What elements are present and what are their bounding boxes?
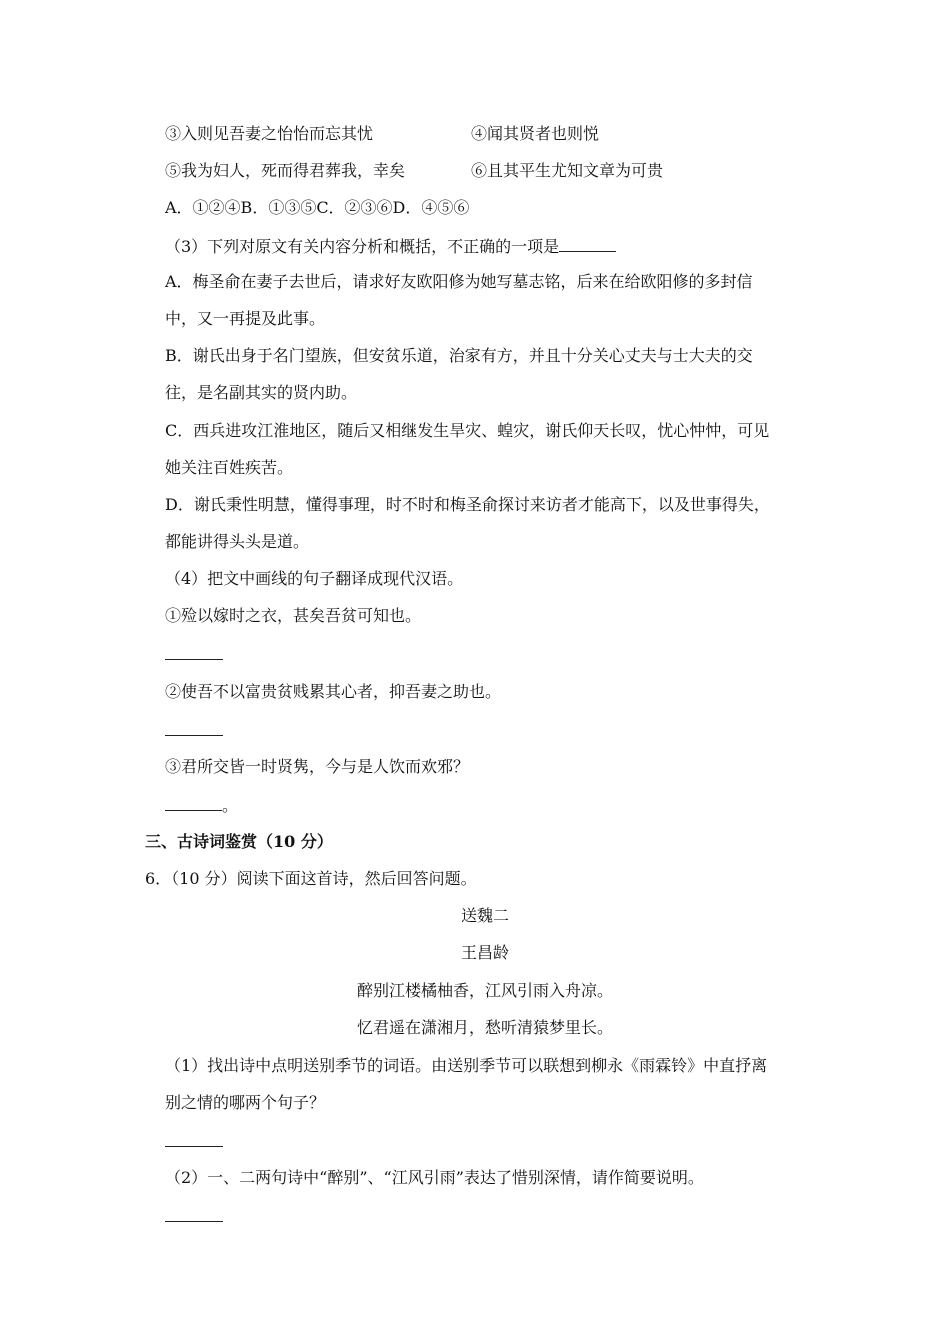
option-6: ⑥且其平生尤知文章为可贵 <box>471 161 664 180</box>
choice-b-line1: B．谢氏出身于名门望族，但安贫乐道，治家有方，并且十分关心丈夫与士大夫的交 <box>165 346 753 365</box>
choice-c-line2: 她关注百姓疾苦。 <box>165 458 294 477</box>
choice-a-line2: 中，又一再提及此事。 <box>165 309 326 328</box>
choice-d-line1: D．谢氏秉性明慧，懂得事理，时不时和梅圣俞探讨来访者才能高下，以及世事得失， <box>165 495 770 514</box>
sentence-2: ②使吾不以富贵贫贱累其心者，抑吾妻之助也。 <box>165 682 502 701</box>
question-3-prompt-text: （3）下列对原文有关内容分析和概括，不正确的一项是 <box>165 237 560 256</box>
choice-b-line2: 往，是名副其实的贤内助。 <box>165 383 358 402</box>
answer-blank <box>559 235 616 252</box>
answer-blank <box>165 735 223 736</box>
question-6-1-line1: （1）找出诗中点明送别季节的词语。由送别季节可以联想到柳永《雨霖铃》中直抒离 <box>165 1056 768 1075</box>
poem-line-2: 忆君遥在潇湘月，愁听清猿梦里长。 <box>356 1018 613 1037</box>
poem-title: 送魏二 <box>460 906 509 925</box>
poem-author: 王昌龄 <box>460 943 509 962</box>
answer-line-end <box>165 794 238 816</box>
choice-a-line1: A．梅圣俞在妻子去世后，请求好友欧阳修为她写墓志铭，后来在给欧阳修的多封信 <box>165 272 753 291</box>
question-3-prompt <box>165 235 616 257</box>
question-6-2: （2）一、二两句诗中“醉别”、“江风引雨”表达了惜别深情，请作简要说明。 <box>165 1168 704 1187</box>
question-6-1-line2: 别之情的哪两个句子？ <box>165 1093 326 1112</box>
option-5: ⑤我为妇人，死而得君葬我，幸矣 <box>165 161 406 180</box>
sentence-3: ③君所交皆一时贤隽，今与是人饮而欢邪？ <box>165 757 470 776</box>
end-punctuation: 。 <box>222 796 239 815</box>
answer-blank <box>165 659 223 660</box>
answer-blank <box>165 794 222 811</box>
sentence-1: ①殓以嫁时之衣，甚矣吾贫可知也。 <box>165 606 422 625</box>
answer-choices: A．①②④B．①③⑤C．②③⑥D．④⑤⑥ <box>165 198 470 217</box>
poem-line-1: 醉别江楼橘柚香，江风引雨入舟凉。 <box>356 981 613 1000</box>
choice-c-line1: C．西兵进攻江淮地区，随后又相继发生旱灾、蝗灾，谢氏仰天长叹，忧心忡忡，可见 <box>165 421 770 440</box>
option-3: ③入则见吾妻之怡怡而忘其忧 <box>165 124 374 143</box>
question-6-intro: 6．（10 分）阅读下面这首诗，然后回答问题。 <box>145 869 477 888</box>
section-heading: 三、古诗词鉴赏（10 分） <box>145 832 333 851</box>
question-4-prompt: （4）把文中画线的句子翻译成现代汉语。 <box>165 569 464 588</box>
choice-d-line2: 都能讲得头头是道。 <box>165 532 310 551</box>
answer-blank <box>165 1221 223 1222</box>
answer-blank <box>165 1146 223 1147</box>
option-4: ④闻其贤者也则悦 <box>471 124 600 143</box>
